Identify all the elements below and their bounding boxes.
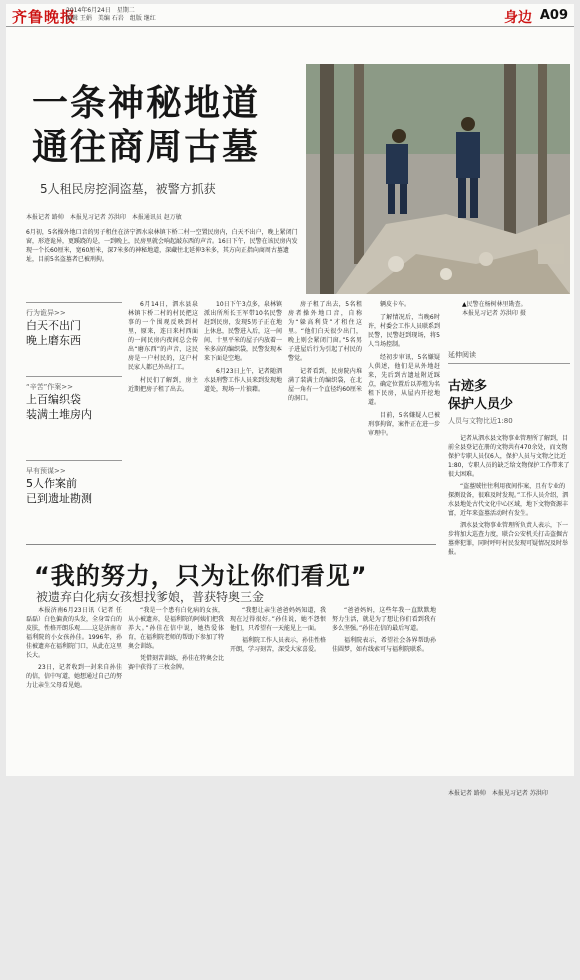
- paragraph: “盗墓贼往往利用夜间作案，且有专业的探测设备，很难及时发现。”工作人员介绍，泗水县地处古代文化中心区域，地下文物资源丰富，近年来盗墓活动时有发生。: [448, 483, 569, 517]
- teaser-line: 白天不出门: [26, 319, 81, 332]
- newspaper-logo: 齐鲁晚报: [12, 8, 77, 26]
- masthead: [6, 4, 574, 27]
- lead-column-4: [368, 300, 440, 536]
- sidebar-title: [448, 378, 570, 414]
- teaser-kicker: 早有预谋>>: [26, 467, 66, 475]
- section-name: 身边: [504, 10, 532, 26]
- sidebar-tag: 延伸阅读: [448, 350, 570, 364]
- photo-caption: [462, 300, 527, 318]
- sidebar-text: [448, 434, 570, 784]
- newspaper-page: [6, 4, 574, 797]
- lead-headline-line-1: 一条神秘地道: [32, 83, 261, 124]
- paragraph: 村民们了解到，房主近期把房子租了出去。: [128, 377, 198, 393]
- section-divider: [26, 544, 436, 545]
- teaser-line: 上百编织袋: [26, 393, 81, 406]
- triangle-icon: ▲: [462, 301, 467, 308]
- teaser-line: 已到遗址勘测: [26, 492, 92, 505]
- teaser-3: [26, 458, 122, 506]
- paragraph: “我想让亲生爸爸妈妈知道，我现在过得很好。”孙佳说，她不怨恨他们，只希望有一天能见上一面。: [230, 607, 326, 632]
- teaser-line: 5人作案前: [26, 477, 77, 490]
- lead-column-1: [128, 300, 198, 536]
- lead-bylines: 本报记者 路帅 本报见习记者 苏洪印 本报通讯员 赵万敏: [26, 214, 182, 221]
- caption-text: 民警在杨树林里勘查。: [466, 301, 527, 308]
- teaser-2: [26, 374, 122, 422]
- paragraph: “我是一个患有白化病的女孩，从小被遗弃，是福利院的阿姨们把我养大。”孙佳在信中说，她热爱体育，在福利院老师的帮助下参加了特奥会训练。: [128, 607, 225, 650]
- lead-headline-line-2: 通往商周古墓: [32, 127, 261, 168]
- second-column-2: [128, 606, 224, 772]
- paragraph: 了解情况后，当晚6时许，村委会工作人员联系到民警，民警赶到现场，将5人当场控制。: [368, 314, 441, 348]
- paragraph: 目前，5名嫌疑人已被刑事拘留，案件正在进一步审理中。: [368, 412, 441, 437]
- paragraph: 房子租了出去，5名租房者操外地口音，自称为“躲高利贷”才租住这里。“他们白天很少出门，晚上则会紧闭门窗。”5名男子进屋后行为引起了村民的警觉。: [288, 301, 362, 362]
- paragraph: 本报济南6月23日讯（记者 任磊磊）白色偏黄的头发，全身雪白的皮肤，性格开朗乐观……这是济南市福利院的小女孩孙佳。1996年，孙佳被遗弃在福利院门口，从此在这里长大。: [26, 607, 123, 659]
- second-column-3: [230, 606, 326, 772]
- paragraph: 经初步审讯，5名嫌疑人供述，他们是从外地赶来，先后到古遗址附近踩点，确定位置后以养殖为名租下民房，从屋内开挖地道。: [368, 354, 441, 406]
- sidebar-box: [448, 350, 570, 797]
- teaser-1: [26, 300, 122, 348]
- lead-intro: 6月初，5名操外地口音的男子租住在济宁泗水泉林镇卞桥二村一空置民房内，白天不出户，晚上紧闭门窗，形迹诡异，更蹊跷的是，一到晚上，民房里就会响起敲东西的声音。16日下午，民警在该民房内发现一个长60厘米，宽60厘米，深7米多的神秘地道，深藏往北延伸3米多，其方向正指向商周古墓遗址，目前5名盗墓者已被刑拘。: [26, 229, 298, 263]
- paragraph: 6月23日上午，记者随泗水县刑警工作人员来到发现地道处，现场一片狼藉。: [204, 368, 283, 393]
- paragraph: 记者看到，民房院内堆满了装满土的编织袋，在北屋一角有一个直径约60厘米的洞口。: [288, 368, 362, 402]
- second-column-4: [332, 606, 436, 772]
- paragraph: 福利院表示，希望社会各界帮助孙佳圆梦，如有线索可与福利院联系。: [332, 637, 436, 653]
- second-subhead: 被遗弃白化病女孩想找爹娘，普获特奥三金: [36, 590, 265, 604]
- paragraph: 6月14日，泗水县泉林镇卞桥二村的村民把这事的一个围观反映到村里，原来，连日来村西面的一间民房内夜间总会传出“磨东西”的声音，这民房是一户村民的，这户村民家人都已外出打工。: [128, 301, 198, 371]
- teaser-line: 装满土堆房内: [26, 408, 92, 421]
- sidebar-byline: 本报记者 路帅 本报见习记者 苏洪印: [448, 790, 548, 797]
- sidebar-subtitle: 人员与文物比近1:80: [448, 417, 513, 425]
- teaser-kicker: 行为诡异>>: [26, 309, 66, 317]
- paragraph: 凭借刻苦训练，孙佳在特奥会比赛中获得了三枚金牌。: [128, 655, 225, 671]
- lead-column-2: [204, 300, 282, 536]
- lead-photo: [306, 64, 570, 294]
- paragraph: 泗水县文物事业管理所负责人表示，下一步将加大巡查力度，联合公安机关打击盗掘古墓葬犯罪，同时呼吁村民发现可疑情况及时举报。: [448, 522, 569, 556]
- paragraph: 23日，记者收到一封来自孙佳的信，信中写道，她想通过自己的努力让亲生父母看见她。: [26, 664, 123, 689]
- second-headline: “我的努力，只为让你们看见”: [34, 562, 368, 590]
- teaser-line: 晚上磨东西: [26, 334, 81, 347]
- issue-date: 2014年6月24日 星期二: [66, 7, 135, 14]
- paragraph: “爸爸妈妈，这些年我一直默默地努力生活，就是为了想让你们看到我有多么坚强。”孙佳在信的最后写道。: [332, 607, 436, 632]
- second-column-1: [26, 606, 122, 772]
- lead-column-3: [288, 300, 362, 536]
- photo-credit: 本报见习记者 苏洪印 摄: [462, 310, 526, 317]
- sidebar-title-line-2: 保护人员少: [448, 397, 514, 412]
- sidebar-title-line-1: 古迹多: [448, 379, 488, 394]
- paragraph: 福利院工作人员表示，孙佳性格开朗，学习刻苦，深受大家喜爱。: [230, 637, 327, 653]
- paragraph: 10日下午3点多，泉林镇派出所所长王军带10名民警赶到民房，发现5男子正在地上休息，民警进入后，这一间间、十里平米的屋子内放着一米多高的编织袋，民警发现本来下面是空地。: [204, 301, 283, 362]
- lead-headline: [32, 82, 260, 170]
- page-number: A09: [539, 8, 568, 23]
- paragraph: 记者从泗水县文物事业管理所了解到，目前全县登记在册的文物共有470余处，而文物保护专职人员仅6人，保护人员与文物之比近1:80，专职人员的缺乏给文物保护工作带来了很大困难。: [448, 435, 570, 478]
- lead-subhead: 5人租民房挖洞盗墓，被警方抓获: [40, 182, 216, 196]
- paragraph: 辆皮卡车。: [380, 301, 411, 308]
- editor-credits: 编辑 王娟 美编 石岩 组版 继红: [66, 15, 156, 22]
- teaser-kicker: “辛苦”作案>>: [26, 383, 73, 391]
- publication-info: [66, 7, 156, 23]
